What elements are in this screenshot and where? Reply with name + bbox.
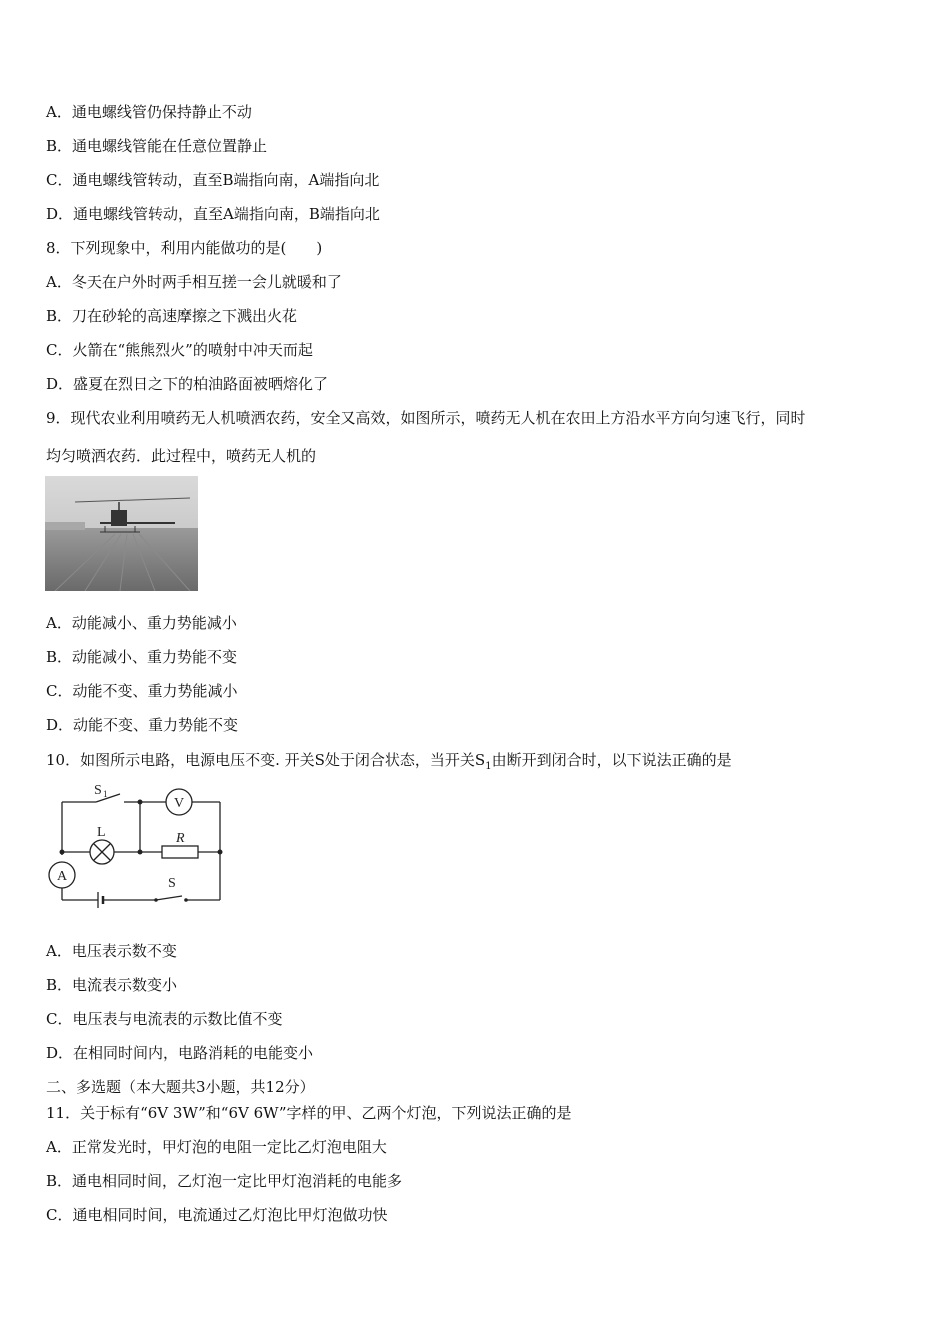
q11-option-a: A．正常发光时，甲灯泡的电阻一定比乙灯泡电阻大: [46, 1138, 387, 1156]
q9-stem-line2: 均匀喷洒农药．此过程中，喷药无人机的: [46, 447, 317, 465]
q7-option-d: D．通电螺线管转动，直至A端指向南，B端指向北: [46, 205, 380, 223]
q8-option-a: A．冬天在户外时两手相互搓一会儿就暖和了: [46, 273, 342, 291]
q10-stem: 10．如图所示电路，电源电压不变. 开关S处于闭合状态，当开关$S_1$由断开到闭合时，以下说法正确的是: [46, 751, 732, 772]
q8-option-c: C．火箭在“熊熊烈火”的喷射中冲天而起: [46, 341, 313, 359]
q8-option-d: D．盛夏在烈日之下的柏油路面被晒熔化了: [46, 375, 329, 393]
q8-option-b: B．刀在砂轮的高速摩擦之下溅出火花: [46, 307, 298, 325]
q10-option-c: C．电压表与电流表的示数比值不变: [46, 1010, 283, 1028]
voltmeter-label: V: [174, 796, 185, 811]
q8-stem: 8．下列现象中，利用内能做功的是( ): [46, 239, 323, 257]
q10-option-a: A．电压表示数不变: [46, 942, 177, 960]
q11-option-b: B．通电相同时间，乙灯泡一定比甲灯泡消耗的电能多: [46, 1172, 403, 1190]
resistor-label: R: [176, 831, 185, 846]
q11-option-c: C．通电相同时间，电流通过乙灯泡比甲灯泡做功快: [46, 1206, 388, 1224]
q9-option-d: D．动能不变、重力势能不变: [46, 716, 239, 734]
q10-option-d: D．在相同时间内，电路消耗的电能变小: [46, 1044, 314, 1062]
q7-option-b: B．通电螺线管能在任意位置静止: [46, 137, 268, 155]
q10-option-b: B．电流表示数变小: [46, 976, 178, 994]
q9-stem-line1: 9．现代农业利用喷药无人机喷洒农药，安全又高效，如图所示，喷药无人机在农田上方沿水平方向匀速飞行，同时: [46, 409, 806, 427]
circuit-diagram: [44, 780, 224, 915]
q9-option-b: B．动能减小、重力势能不变: [46, 648, 238, 666]
q11-stem: 11．关于标有“6V 3W”和“6V 6W”字样的甲、乙两个灯泡，下列说法正确的是: [46, 1104, 572, 1122]
switch-s1-label: S: [94, 783, 102, 798]
switch-s1-subscript: 1: [103, 789, 108, 799]
q9-option-a: A．动能减小、重力势能减小: [46, 614, 237, 632]
switch-s-label: S: [168, 876, 176, 891]
q7-option-a: A．通电螺线管仍保持静止不动: [46, 103, 252, 121]
section2-title: 二、多选题（本大题共3小题，共12分）: [46, 1078, 315, 1096]
ammeter-label: A: [57, 869, 68, 884]
drone-photo: [45, 476, 198, 591]
q7-option-c: C．通电螺线管转动，直至B端指向南，A端指向北: [46, 171, 380, 189]
lamp-label: L: [97, 825, 106, 840]
q9-option-c: C．动能不变、重力势能减小: [46, 682, 238, 700]
